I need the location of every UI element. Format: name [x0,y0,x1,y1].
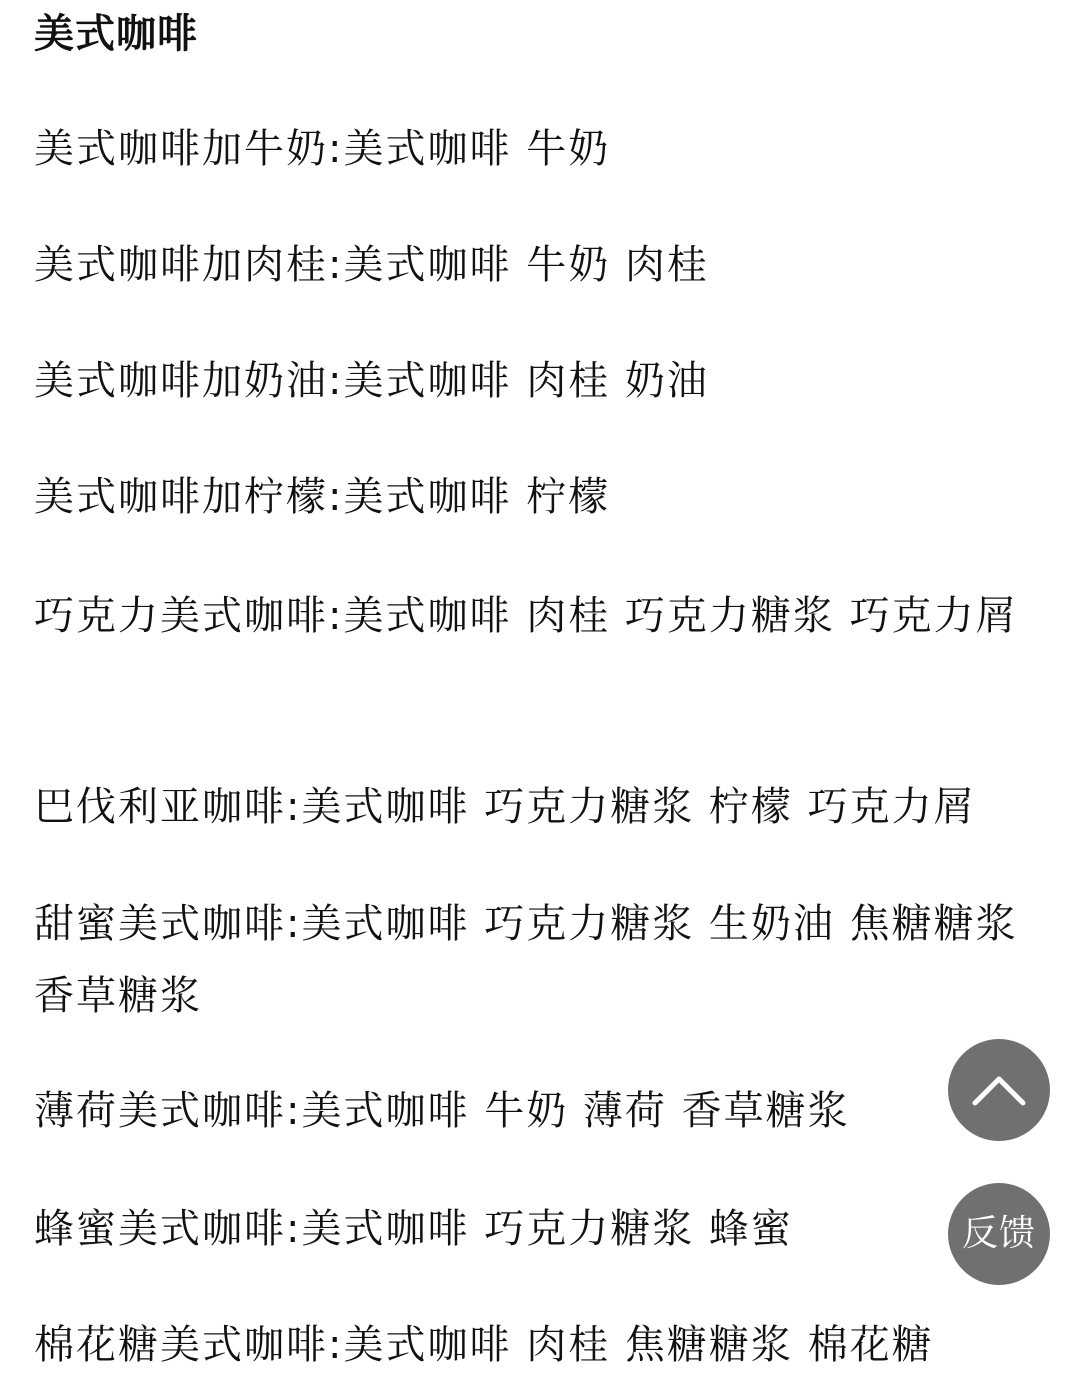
chevron-up-icon [971,1073,1027,1107]
recipe-line: 巧克力美式咖啡:美式咖啡 肉桂 巧克力糖浆 巧克力屑 [34,593,1018,639]
recipe-line: 甜蜜美式咖啡:美式咖啡 巧克力糖浆 生奶油 焦糖糖浆 香草糖浆 [34,901,1018,1019]
recipe-line: 美式咖啡加奶油:美式咖啡 肉桂 奶油 [34,358,709,404]
feedback-label: 反馈 [961,1213,1036,1254]
recipe-line: 美式咖啡加柠檬:美式咖啡 柠檬 [34,474,611,520]
recipe-line: 巴伐利亚咖啡:美式咖啡 巧克力糖浆 柠檬 巧克力屑 [34,784,976,830]
page-title: 美式咖啡 [34,11,198,57]
recipe-line: 薄荷美式咖啡:美式咖啡 牛奶 薄荷 香草糖浆 [34,1088,850,1134]
recipe-line: 蜂蜜美式咖啡:美式咖啡 巧克力糖浆 蜂蜜 [34,1206,793,1252]
recipe-line: 美式咖啡加牛奶:美式咖啡 牛奶 [34,126,611,172]
back-to-top-button[interactable] [948,1039,1050,1141]
feedback-button[interactable] [948,1183,1050,1285]
recipe-line: 棉花糖美式咖啡:美式咖啡 肉桂 焦糖糖浆 棉花糖 [34,1322,934,1368]
recipe-line: 美式咖啡加肉桂:美式咖啡 牛奶 肉桂 [34,242,709,288]
